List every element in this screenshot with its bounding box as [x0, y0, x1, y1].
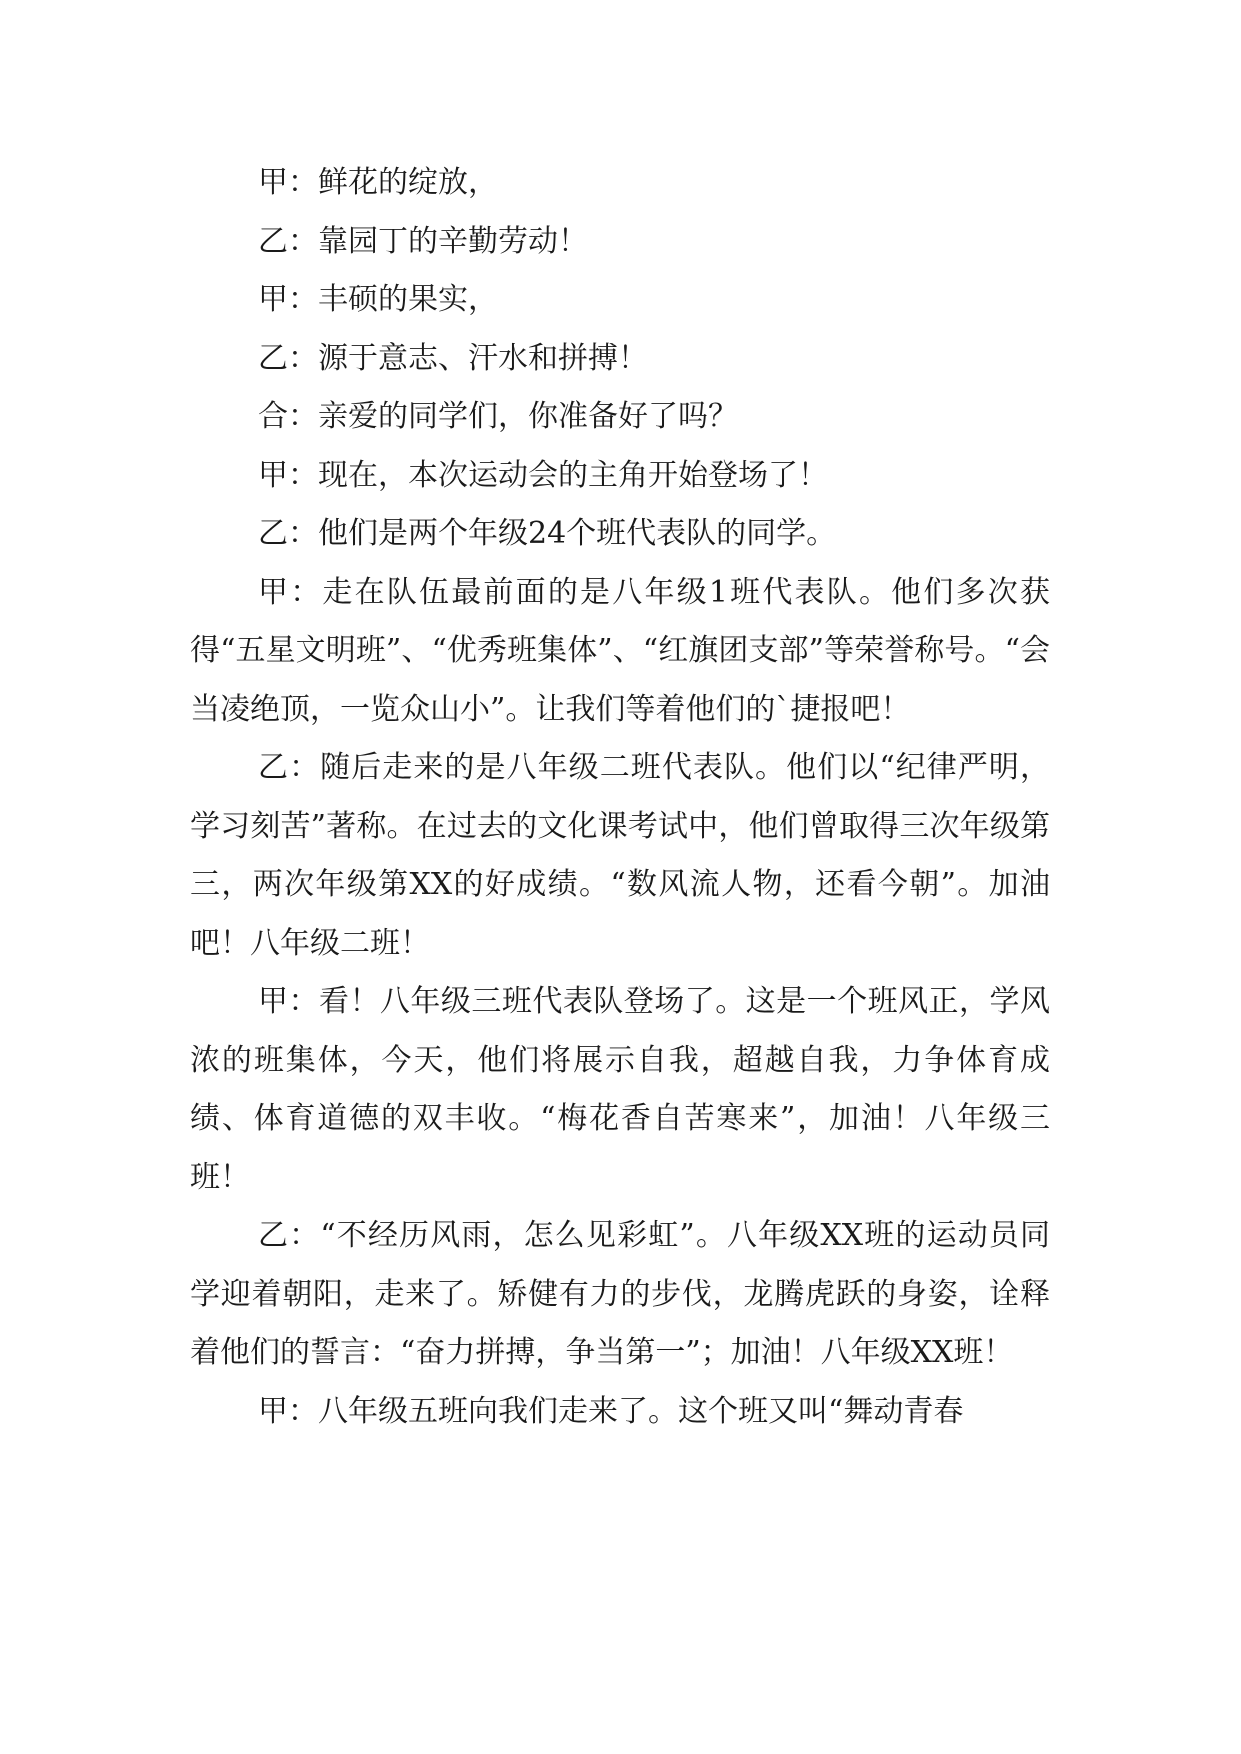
paragraph-8: 甲：走在队伍最前面的是八年级1班代表队。他们多次获得“五星文明班”、“优秀班集体”、“红旗团支部”等荣誉称号。“会当凌绝顶，一览众山小”。让我们等着他们的`捷报吧！ [190, 574, 1050, 727]
paragraph-10: 甲：看！八年级三班代表队登场了。这是一个班风正，学风浓的班集体，今天，他们将展示自我，超越自我，力争体育成绩、体育道德的双丰收。“梅花香自苦寒来”，加油！八年级三班！ [190, 984, 1050, 1195]
paragraph-6: 甲：现在，本次运动会的主角开始登场了！ [258, 457, 828, 493]
document-body [190, 154, 1050, 1441]
paragraph-9: 乙：随后走来的是八年级二班代表队。他们以“纪律严明，学习刻苦”著称。在过去的文化课考试中，他们曾取得三次年级第三，两次年级第XX的好成绩。“数风流人物，还看今朝”。加油吧！八年级二班！ [190, 750, 1050, 961]
paragraph-1: 甲：鲜花的绽放， [258, 165, 498, 200]
paragraph-5: 合：亲爱的同学们，你准备好了吗？ [258, 399, 738, 434]
paragraph-3: 甲：丰硕的果实， [258, 282, 498, 317]
paragraph-7: 乙：他们是两个年级24个班代表队的同学。 [258, 516, 837, 551]
paragraph-2: 乙：靠园丁的辛勤劳动！ [258, 223, 588, 259]
paragraph-11: 乙：“不经历风雨，怎么见彩虹”。八年级XX班的运动员同学迎着朝阳，走来了。矫健有力的步伐，龙腾虎跃的身姿，诠释着他们的誓言：“奋力拼搏，争当第一”；加油！八年级XX班！ [190, 1218, 1050, 1370]
paragraph-4: 乙：源于意志、汗水和拼搏！ [258, 340, 648, 376]
paragraph-12: 甲：八年级五班向我们走来了。这个班又叫“舞动青春 [258, 1393, 964, 1429]
